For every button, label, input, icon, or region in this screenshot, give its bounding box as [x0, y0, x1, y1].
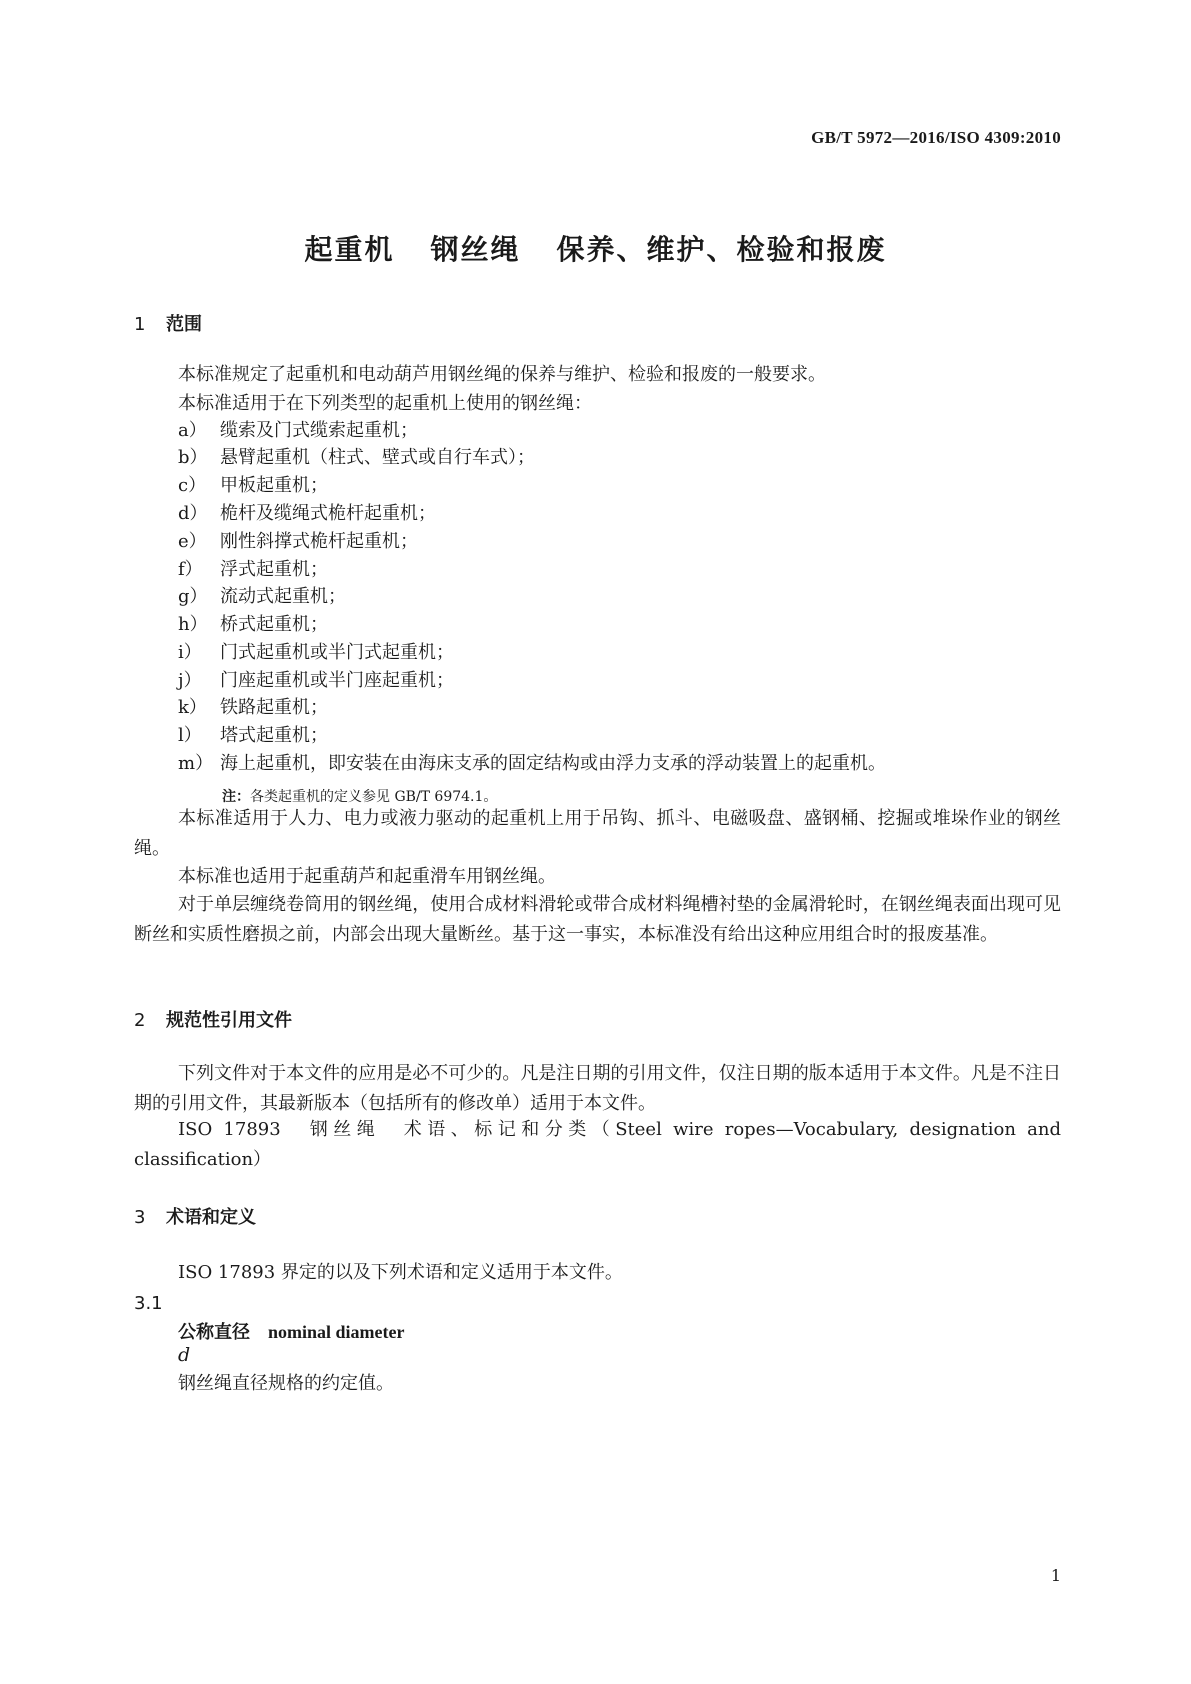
title-part-2: 钢丝绳	[430, 233, 521, 266]
list-text: 刚性斜撑式桅杆起重机；	[220, 531, 418, 552]
list-marker: c）	[178, 475, 207, 496]
term-english: nominal diameter	[268, 1322, 405, 1342]
paragraph: 下列文件对于本文件的应用是必不可少的。凡是注日期的引用文件，仅注日期的版本适用于本文件。凡是不注日期的引用文件，其最新版本（包括所有的修改单）适用于本文件。	[134, 1063, 1061, 1114]
list-item	[178, 527, 418, 557]
term-number: 3.1	[134, 1293, 163, 1314]
list-text: 门式起重机或半门式起重机；	[220, 642, 454, 663]
term-chinese: 公称直径	[178, 1322, 250, 1343]
list-item	[178, 471, 328, 501]
section-1-heading	[134, 310, 202, 336]
list-marker: a）	[178, 420, 207, 441]
section-3-heading	[134, 1203, 256, 1229]
section-number: 1	[134, 314, 146, 335]
normative-reference: ISO 17893 钢丝绳 术语、标记和分类（Steel wire ropes—Vocabulary, designation and classification）	[134, 1119, 1061, 1170]
title-part-3: 保养、维护、检验和报废	[556, 233, 887, 266]
page-number: 1	[1050, 1566, 1061, 1585]
list-text: 流动式起重机；	[220, 586, 346, 607]
list-marker: j）	[178, 670, 202, 691]
note-text: 各类起重机的定义参见 GB/T 6974.1。	[250, 789, 498, 805]
list-marker: d）	[178, 503, 208, 524]
section-2-heading	[134, 1006, 292, 1032]
standard-code: GB/T 5972—2016/ISO 4309:2010	[811, 128, 1061, 147]
paragraph: 本标准也适用于起重葫芦和起重滑车用钢丝绳。	[178, 866, 556, 887]
document-title	[0, 228, 1191, 268]
list-text: 桅杆及缆绳式桅杆起重机；	[220, 503, 436, 524]
list-item	[178, 693, 328, 723]
list-text: 塔式起重机；	[220, 725, 328, 746]
paragraph: 本标准适用于在下列类型的起重机上使用的钢丝绳：	[178, 393, 592, 414]
list-item	[178, 749, 886, 779]
term-symbol: d	[178, 1344, 191, 1366]
section-title: 范围	[166, 314, 202, 335]
section-title: 术语和定义	[166, 1207, 256, 1228]
title-part-1: 起重机	[304, 233, 395, 266]
note-label: 注：	[222, 789, 250, 805]
list-marker: f）	[178, 559, 203, 580]
note	[222, 786, 497, 806]
list-text: 缆索及门式缆索起重机；	[220, 420, 418, 441]
section-number: 3	[134, 1207, 146, 1228]
paragraph: 对于单层缠绕卷筒用的钢丝绳，使用合成材料滑轮或带合成材料绳槽衬垫的金属滑轮时，在钢丝绳表面出现可见断丝和实质性磨损之前，内部会出现大量断丝。基于这一事实，本标准没有给出这种应用组合时的报废基准。	[134, 894, 1061, 945]
list-marker: k）	[178, 697, 207, 718]
list-item	[178, 666, 454, 696]
list-marker: m）	[178, 753, 214, 774]
list-marker: i）	[178, 642, 202, 663]
term-entry	[178, 1318, 405, 1344]
list-marker: h）	[178, 614, 208, 635]
list-text: 铁路起重机；	[220, 697, 328, 718]
term-definition: 钢丝绳直径规格的约定值。	[178, 1373, 394, 1394]
list-item	[178, 555, 328, 585]
list-text: 浮式起重机；	[220, 559, 328, 580]
list-item	[178, 582, 346, 612]
list-text: 悬臂起重机（柱式、壁式或自行车式）；	[220, 447, 535, 468]
list-text: 海上起重机，即安装在由海床支承的固定结构或由浮力支承的浮动装置上的起重机。	[220, 753, 886, 774]
paragraph: 本标准适用于人力、电力或液力驱动的起重机上用于吊钩、抓斗、电磁吸盘、盛钢桶、挖掘或堆垛作业的钢丝绳。	[134, 808, 1061, 859]
list-item	[178, 610, 328, 640]
list-item	[178, 638, 454, 668]
section-title: 规范性引用文件	[166, 1010, 292, 1031]
list-item	[178, 499, 436, 529]
list-marker: g）	[178, 586, 208, 607]
list-item	[178, 721, 328, 751]
list-marker: l）	[178, 725, 202, 746]
section-number: 2	[134, 1010, 146, 1031]
list-text: 甲板起重机；	[220, 475, 328, 496]
paragraph: ISO 17893 界定的以及下列术语和定义适用于本文件。	[178, 1262, 623, 1283]
paragraph: 本标准规定了起重机和电动葫芦用钢丝绳的保养与维护、检验和报废的一般要求。	[178, 364, 826, 385]
list-text: 门座起重机或半门座起重机；	[220, 670, 454, 691]
list-marker: e）	[178, 531, 207, 552]
list-text: 桥式起重机；	[220, 614, 328, 635]
list-item	[178, 443, 535, 473]
list-item	[178, 416, 418, 446]
list-marker: b）	[178, 447, 208, 468]
